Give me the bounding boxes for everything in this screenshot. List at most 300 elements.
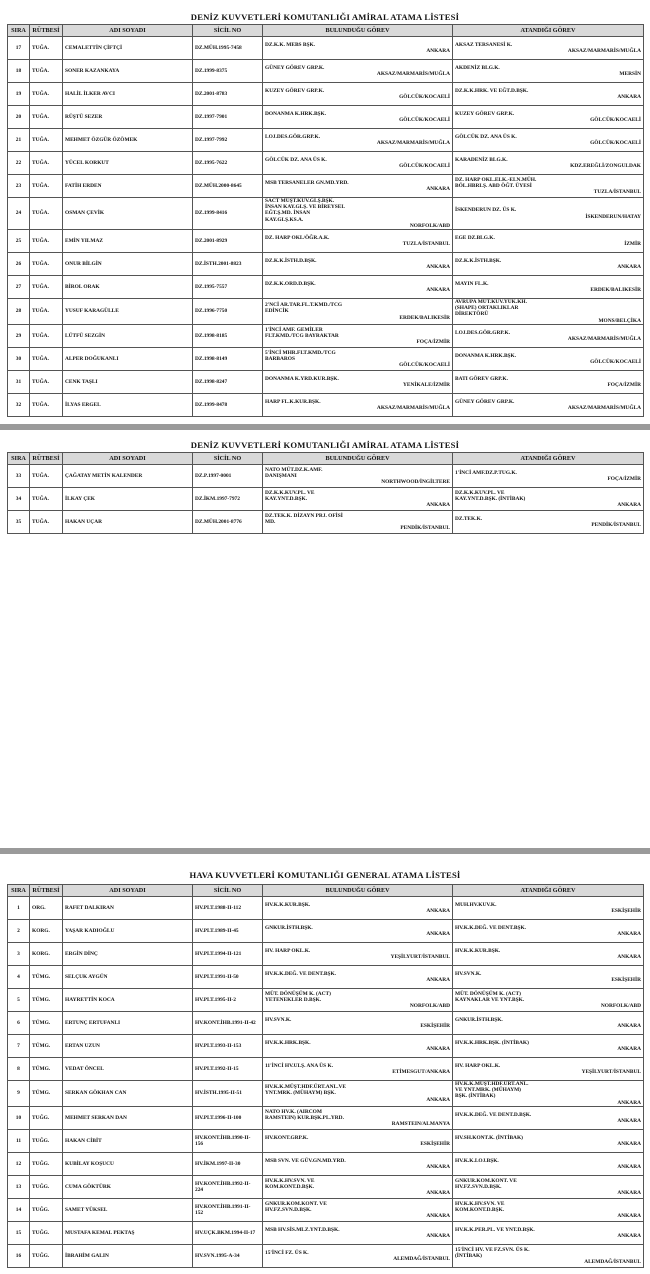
table-row: [8, 230, 644, 253]
sicil-cell: [193, 299, 263, 325]
column-header: ADI SOYADI: [63, 25, 193, 37]
row-number: [8, 943, 30, 966]
post-office: HV.K.K.HV.SVN. VE KOM.KONT.D.BŞK.: [265, 1177, 315, 1190]
rank-cell: [30, 488, 63, 511]
name-cell-text: EMİN YILMAZ: [65, 237, 103, 244]
name-cell-text: CENK TAŞLI: [65, 378, 98, 385]
post-location: ESKİŞEHİR: [611, 977, 641, 983]
navy-list-title: DENİZ KUVVETLERİ KOMUTANLIĞI AMİRAL ATAMA LİSTESİ: [190, 12, 460, 22]
post-office: 15'İNCİ FZ. ÜS K.: [265, 1249, 309, 1256]
post-location: AKSAZ/MARMARİS/MUĞLA: [567, 335, 641, 342]
row-number-text: 3: [17, 950, 20, 957]
name-cell-text: VEDAT ÖNCEL: [65, 1065, 104, 1072]
row-number: [8, 37, 30, 60]
rank-cell-text: TUĞA.: [32, 518, 49, 525]
current-post-cell: [263, 1244, 453, 1267]
name-cell: [63, 1012, 193, 1035]
rank-cell: [30, 299, 63, 325]
post-office: DZ.TEK.K. DİZAYN PRJ. OFİSİ MD.: [265, 512, 343, 525]
post-location: ANKARA: [426, 186, 450, 192]
rank-cell-text: TUĞA.: [32, 113, 49, 120]
new-post-cell: [453, 1081, 644, 1107]
column-header: ATANDIĞI GÖREV: [453, 885, 644, 897]
rank-cell-text: TUĞA.: [32, 182, 49, 189]
table-row: [8, 37, 644, 60]
post-location: PENDİK/İSTANBUL: [400, 525, 450, 532]
post-office: İSKENDERUN DZ. ÜS K.: [455, 207, 517, 214]
column-header: RÜTBESİ: [30, 453, 63, 465]
post-location: GÖLCÜK/KOCAELİ: [399, 117, 450, 123]
sicil-cell-text: HV.PLT.1989-II-45: [195, 927, 239, 934]
name-cell-text: CUMA GÖKTÜRK: [65, 1183, 111, 1190]
name-cell-text: RÜŞTÜ SEZER: [65, 113, 103, 120]
post-location: ESKİŞEHİR: [420, 1140, 450, 1147]
air-list-title: HAVA KUVVETLERİ KOMUTANLIĞI GENERAL ATAMA LİSTESİ: [189, 870, 461, 880]
sicil-cell-text: HV.PLT.1988-II-112: [195, 904, 242, 911]
row-number-text: 20: [15, 113, 22, 120]
table-header-row: [8, 453, 644, 465]
name-cell-text: SELÇUK AYGÜN: [65, 973, 108, 980]
row-number: [8, 129, 30, 152]
new-post-cell: [453, 276, 644, 299]
row-number: [8, 1221, 30, 1244]
row-number: [8, 1058, 30, 1081]
new-post-cell: [453, 60, 644, 83]
rank-cell: [30, 1081, 63, 1107]
current-post-cell: [263, 83, 453, 106]
post-office: DZ.K.K.HRK. VE EĞT.D.BŞK.: [455, 87, 529, 94]
column-header: ADI SOYADI: [63, 885, 193, 897]
rank-cell-text: TUĞG.: [32, 1160, 50, 1167]
post-location: ANKARA: [426, 1046, 450, 1052]
name-cell: [63, 1175, 193, 1198]
rank-cell: [30, 1129, 63, 1152]
post-office: HV.K.K.DEĞ. VE DENT.BŞK.: [455, 924, 526, 931]
row-number: [8, 989, 30, 1012]
rank-cell-text: TUĞA.: [32, 210, 49, 217]
row-number: [8, 324, 30, 347]
new-post-cell: [453, 1106, 644, 1129]
name-cell: [63, 1198, 193, 1221]
row-number-text: 12: [15, 1160, 22, 1167]
row-number-text: 15: [15, 1229, 22, 1236]
post-office: GÜNEY GÖREV GRP.K.: [455, 398, 515, 405]
current-post-cell: [263, 276, 453, 299]
navy-page-1: [0, 0, 650, 422]
row-number-text: 17: [15, 44, 22, 51]
sicil-cell-text: DZ.MÜH.2000-8645: [195, 182, 242, 189]
table-row: [8, 1152, 644, 1175]
post-office: HV.SVN.K.: [455, 970, 482, 977]
sicil-cell: [193, 511, 263, 534]
new-post-cell: [453, 511, 644, 534]
sicil-cell: [193, 1152, 263, 1175]
name-cell: [63, 276, 193, 299]
post-location: ANKARA: [617, 1212, 641, 1219]
post-office: MUH.HV.KUV.K.: [455, 901, 497, 908]
row-number-text: 11: [15, 1137, 22, 1144]
rank-cell-text: TUĞA.: [32, 90, 49, 97]
new-post-cell: [453, 253, 644, 276]
table-row: [8, 347, 644, 370]
sicil-cell: [193, 1175, 263, 1198]
name-cell-text: ERGİN DİNÇ: [65, 950, 98, 957]
table-row: [8, 299, 644, 325]
name-cell: [63, 83, 193, 106]
row-number-text: 18: [15, 67, 22, 74]
name-cell: [63, 324, 193, 347]
rank-cell-text: KORG.: [32, 927, 50, 934]
post-location: ANKARA: [617, 94, 641, 100]
column-header: ATANDIĞI GÖREV: [453, 25, 644, 37]
post-office: HV.K.K.KUR.BŞK.: [265, 901, 311, 908]
row-number: [8, 106, 30, 129]
sicil-cell-text: DZ.İSTH.2001-8823: [195, 260, 242, 267]
name-cell-text: YÜCEL KORKUT: [65, 159, 109, 166]
row-number-text: 22: [15, 159, 22, 166]
new-post-cell: [453, 966, 644, 989]
name-cell: [63, 106, 193, 129]
rank-cell: [30, 897, 63, 920]
row-number: [8, 83, 30, 106]
rank-cell: [30, 129, 63, 152]
row-number: [8, 1152, 30, 1175]
new-post-cell: [453, 347, 644, 370]
name-cell-text: HALİL İLKER AVCI: [65, 90, 115, 97]
post-location: ANKARA: [617, 1189, 641, 1196]
rank-cell: [30, 393, 63, 416]
sicil-cell: [193, 897, 263, 920]
rank-cell-text: TUĞA.: [32, 283, 49, 290]
sicil-cell: [193, 1129, 263, 1152]
name-cell: [63, 488, 193, 511]
current-post-cell: [263, 1175, 453, 1198]
current-post-cell: [263, 198, 453, 230]
row-number-text: 28: [15, 308, 22, 315]
rank-cell-text: TUĞA.: [32, 67, 49, 74]
sicil-cell: [193, 1244, 263, 1267]
name-cell-text: HAKAN UÇAR: [65, 518, 102, 525]
post-location: ESKİŞEHİR: [611, 908, 641, 914]
row-number: [8, 152, 30, 175]
sicil-cell-text: HV.PLT.1996-II-100: [195, 1114, 242, 1121]
current-post-cell: [263, 1129, 453, 1152]
name-cell: [63, 1058, 193, 1081]
sicil-cell-text: HV.KONT.İHB.1990-II- 156: [195, 1134, 251, 1147]
row-number: [8, 393, 30, 416]
name-cell-text: SAMET YÜKSEL: [65, 1206, 108, 1213]
post-location: ERDEK/BALIKESİR: [399, 314, 450, 321]
row-number-text: 9: [17, 1090, 20, 1097]
current-post-cell: [263, 393, 453, 416]
row-number-text: 6: [17, 1019, 20, 1026]
row-number: [8, 1012, 30, 1035]
sicil-cell-text: HV.İKM.1997-II-30: [195, 1160, 241, 1167]
name-cell-text: MEHMET SERKAN DAN: [65, 1114, 127, 1121]
rank-cell-text: TÜMG.: [32, 1042, 51, 1049]
name-cell-text: BİROL ORAK: [65, 283, 100, 290]
rank-cell-text: TUĞG.: [32, 1137, 50, 1144]
post-office: DZ. HARP OKL/ÖĞR.A.K.: [265, 234, 330, 241]
table-row: [8, 943, 644, 966]
row-number-text: 1: [17, 904, 20, 911]
sicil-cell-text: DZ.1996-7750: [195, 308, 228, 315]
post-office: GNKUR.KOM.KONT. VE HV.FZ.SVN.D.BŞK.: [265, 1200, 327, 1213]
post-location: ANKARA: [426, 931, 450, 937]
post-location: RAMSTEIN/ALMANYA: [391, 1120, 450, 1127]
post-location: ANKARA: [617, 1023, 641, 1029]
table-row: [8, 324, 644, 347]
new-post-cell: [453, 897, 644, 920]
post-location: ANKARA: [426, 502, 450, 509]
post-office: 1'İNCİ AMF. GEMİLER FLT.KMD./TCG BAYRAKTAR: [265, 326, 339, 339]
name-cell: [63, 511, 193, 534]
post-office: LOJ.DES.GÖR.GRP.K.: [265, 133, 321, 140]
name-cell: [63, 1081, 193, 1107]
current-post-cell: [263, 943, 453, 966]
navy-page-2: [0, 430, 650, 846]
name-cell: [63, 1221, 193, 1244]
row-number-text: 31: [15, 378, 22, 385]
post-location: ALEMDAĞ/İSTANBUL: [393, 1255, 450, 1262]
post-location: GÖLCÜK/KOCAELİ: [399, 163, 450, 169]
post-office: 1'İNCİ AMF.DZ.P.TUG.K.: [455, 469, 517, 476]
sicil-cell-text: HV.KONT.İHB.1992-II- 224: [195, 1180, 251, 1193]
post-office: AKSAZ TERSANESİ K.: [455, 41, 513, 48]
table-row: [8, 1244, 644, 1267]
post-office: HARP FL.K.KUR.BŞK.: [265, 398, 321, 405]
post-office: LOJ.DES.GÖR.GRP.K.: [455, 329, 511, 336]
name-cell-text: İLKAY ÇEK: [65, 495, 96, 502]
post-office: NATO MÜT.DZ.K.AMF. DANIŞMANI: [265, 466, 323, 479]
column-header: ADI SOYADI: [63, 453, 193, 465]
name-cell-text: SERKAN GÖKHAN CAN: [65, 1090, 127, 1097]
rank-cell: [30, 1035, 63, 1058]
rank-cell: [30, 966, 63, 989]
sicil-cell: [193, 989, 263, 1012]
post-location: GÖLCÜK/KOCAELİ: [590, 358, 641, 365]
row-number: [8, 1129, 30, 1152]
sicil-cell-text: HV.PLT.1995-II-2: [195, 996, 236, 1003]
name-cell: [63, 60, 193, 83]
sicil-cell-text: HV.SVN.1995-A-34: [195, 1252, 240, 1259]
post-location: ANKARA: [426, 48, 450, 54]
rank-cell-text: TUĞA.: [32, 355, 49, 362]
sicil-cell: [193, 152, 263, 175]
rank-cell: [30, 1221, 63, 1244]
column-header: RÜTBESİ: [30, 25, 63, 37]
row-number: [8, 253, 30, 276]
rank-cell: [30, 1106, 63, 1129]
table-row: [8, 198, 644, 230]
current-post-cell: [263, 511, 453, 534]
row-number-text: 7: [17, 1042, 20, 1049]
post-location: PENDİK/İSTANBUL: [591, 522, 641, 528]
post-location: TUZLA/İSTANBUL: [593, 189, 641, 196]
post-office: HV.SH.KONT.K. (İNTİBAK): [455, 1134, 523, 1141]
name-cell: [63, 253, 193, 276]
sicil-cell-text: DZ.1997-7901: [195, 113, 228, 120]
row-number: [8, 299, 30, 325]
rank-cell-text: TÜMG.: [32, 1019, 51, 1026]
column-header: SIRA: [8, 885, 30, 897]
post-location: YEŞİLYURT/İSTANBUL: [581, 1069, 641, 1075]
new-post-cell: [453, 370, 644, 393]
sicil-cell: [193, 253, 263, 276]
rank-cell: [30, 230, 63, 253]
row-number-text: 32: [15, 401, 22, 408]
name-cell: [63, 175, 193, 198]
table-row: [8, 920, 644, 943]
current-post-cell: [263, 347, 453, 370]
sicil-cell-text: DZ.1995-7622: [195, 159, 228, 166]
sicil-cell: [193, 943, 263, 966]
name-cell-text: RAFET DALKIRAN: [65, 904, 114, 911]
name-cell-text: İBRAHİM GALIN: [65, 1252, 109, 1259]
new-post-cell: [453, 393, 644, 416]
post-office: MÜT. DÖNÜŞÜM K. (ACT) KAYNAKLAR VE YNT.BŞK.: [455, 990, 525, 1003]
rank-cell-text: TUĞA.: [32, 495, 49, 502]
rank-cell: [30, 37, 63, 60]
sicil-cell: [193, 1221, 263, 1244]
post-location: ANKARA: [617, 1163, 641, 1170]
post-location: NORTHWOOD/İNGİLTERE: [381, 479, 450, 486]
post-office: DZ.K.K. MEBS BŞK.: [265, 41, 316, 48]
sicil-cell: [193, 393, 263, 416]
sicil-cell: [193, 1058, 263, 1081]
sicil-cell: [193, 175, 263, 198]
post-location: GÖLCÜK/KOCAELİ: [590, 117, 641, 123]
post-location: ANKARA: [617, 502, 641, 509]
rank-cell: [30, 106, 63, 129]
current-post-cell: [263, 37, 453, 60]
current-post-cell: [263, 465, 453, 488]
post-office: KARADENİZ BLG.K.: [455, 156, 508, 163]
column-header: BULUNDUĞU GÖREV: [263, 25, 453, 37]
post-office: GNKUR.KOM.KONT. VE HV.FZ.SVN.D.BŞK.: [455, 1177, 517, 1190]
post-office: GNKUR.İSTH.BŞK.: [265, 924, 313, 931]
row-number: [8, 465, 30, 488]
sicil-cell-text: DZ.2001-8783: [195, 90, 228, 97]
column-header: SİCİL NO: [193, 885, 263, 897]
post-location: NORFOLK/ABD: [600, 1003, 641, 1010]
name-cell-text: FATİH ERDEN: [65, 182, 102, 189]
post-office: DZ.K.K.İSTH.BŞK.: [455, 257, 502, 264]
new-post-cell: [453, 1035, 644, 1058]
column-header: SIRA: [8, 453, 30, 465]
post-office: KUZEY GÖREV GRP.K.: [455, 110, 515, 117]
rank-cell-text: TUĞA.: [32, 401, 49, 408]
sicil-cell-text: HV.KONT.İHB.1991-II- 152: [195, 1203, 251, 1216]
post-office: MÜT. DÖNÜŞÜM K. (ACT) YETENEKLER D.BŞK.: [265, 990, 331, 1003]
post-location: GÖLCÜK/KOCAELİ: [399, 94, 450, 100]
new-post-cell: [453, 1152, 644, 1175]
row-number-text: 25: [15, 237, 22, 244]
table-row: [8, 511, 644, 534]
current-post-cell: [263, 1058, 453, 1081]
name-cell: [63, 465, 193, 488]
sicil-cell-text: DZ.1999-8375: [195, 67, 228, 74]
rank-cell: [30, 370, 63, 393]
rank-cell: [30, 83, 63, 106]
name-cell-text: YUSUF KARAGÜLLE: [65, 308, 119, 315]
post-location: ANKARA: [426, 1232, 450, 1239]
row-number: [8, 920, 30, 943]
post-office: HV.K.K.HV.SVN. VE KOM.KONT.D.BŞK.: [455, 1200, 505, 1213]
post-office: SACT MÜŞT.KUV.GLŞ.BŞK. İNSAN KAY.GLŞ. VE BİREYSEL EĞT.Ş.MD. İNSAN KAY.GLŞ.KS.A.: [265, 198, 345, 223]
new-post-cell: [453, 1221, 644, 1244]
new-post-cell: [453, 943, 644, 966]
name-cell-text: CEMALETTİN ÇİFTÇİ: [65, 44, 123, 51]
name-cell: [63, 299, 193, 325]
post-location: ANKARA: [617, 264, 641, 271]
sicil-cell-text: DZ.2001-8929: [195, 237, 228, 244]
name-cell-text: OSMAN ÇEVİK: [65, 210, 105, 217]
column-header: SIRA: [8, 25, 30, 37]
sicil-cell: [193, 324, 263, 347]
post-location: KDZ.EREĞLİ/ZONGULDAK: [570, 163, 641, 169]
sicil-cell-text: DZ.1999-8416: [195, 210, 228, 217]
post-office: MSB TERSANELER GN.MD.YRD.: [265, 179, 349, 186]
rank-cell: [30, 1175, 63, 1198]
rank-cell-text: TÜMG.: [32, 996, 51, 1003]
post-office: HV. HARP OKL.K.: [265, 947, 311, 954]
sicil-cell: [193, 1081, 263, 1107]
post-location: ANKARA: [617, 954, 641, 960]
post-office: DONANMA K.YRD.KUR.BŞK.: [265, 375, 339, 382]
post-location: ANKARA: [617, 1099, 641, 1106]
table-row: [8, 989, 644, 1012]
sicil-cell-text: DZ.P.1997-0001: [195, 472, 232, 479]
current-post-cell: [263, 324, 453, 347]
rank-cell: [30, 324, 63, 347]
row-number-text: 23: [15, 182, 22, 189]
name-cell: [63, 152, 193, 175]
sicil-cell: [193, 129, 263, 152]
rank-cell-text: TUĞG.: [32, 1114, 50, 1121]
column-header: RÜTBESİ: [30, 885, 63, 897]
table-row: [8, 488, 644, 511]
rank-cell-text: TUĞG.: [32, 1183, 50, 1190]
sicil-cell-text: HV.PLT.1991-II-50: [195, 973, 239, 980]
column-header: SİCİL NO: [193, 25, 263, 37]
rank-cell-text: TUĞA.: [32, 472, 49, 479]
post-office: 5'İNCİ MHR.FLT.KMD./TCG BARBAROS: [265, 349, 336, 362]
rank-cell: [30, 1198, 63, 1221]
post-location: ANKARA: [426, 264, 450, 271]
row-number-text: 4: [17, 973, 20, 980]
row-number: [8, 1175, 30, 1198]
table-row: [8, 253, 644, 276]
sicil-cell-text: DZ.1995-7557: [195, 283, 228, 290]
new-post-cell: [453, 1129, 644, 1152]
name-cell: [63, 1152, 193, 1175]
sicil-cell: [193, 370, 263, 393]
row-number-text: 27: [15, 283, 22, 290]
rank-cell: [30, 1058, 63, 1081]
post-location: FOÇA/İZMİR: [607, 476, 641, 482]
sicil-cell-text: DZ.MÜH.2001-8776: [195, 518, 242, 525]
post-office: DONANMA K.HRK.BŞK.: [455, 352, 517, 359]
new-post-cell: [453, 1058, 644, 1081]
name-cell: [63, 347, 193, 370]
sicil-cell: [193, 1035, 263, 1058]
name-cell-text: LÜTFÜ SEZGİN: [65, 332, 105, 339]
post-location: AKSAZ/MARMARİS/MUĞLA: [567, 48, 641, 54]
table-row: [8, 129, 644, 152]
post-location: ANKARA: [426, 1212, 450, 1219]
new-post-cell: [453, 465, 644, 488]
